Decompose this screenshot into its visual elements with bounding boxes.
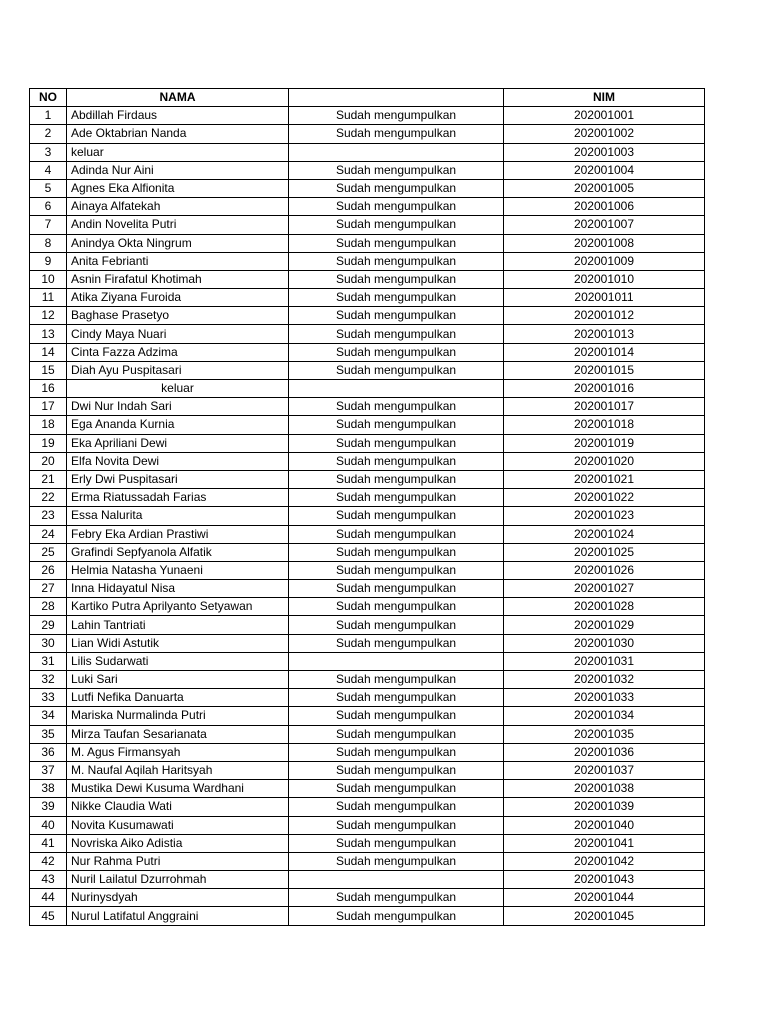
table-row bbox=[30, 289, 705, 307]
cell-no: 12 bbox=[30, 307, 67, 325]
cell-nama: Agnes Eka Alfionita bbox=[67, 179, 289, 197]
cell-nim: 202001018 bbox=[504, 416, 705, 434]
cell-no: 5 bbox=[30, 179, 67, 197]
cell-no: 3 bbox=[30, 143, 67, 161]
cell-nim: 202001040 bbox=[504, 816, 705, 834]
cell-no: 23 bbox=[30, 507, 67, 525]
cell-status: Sudah mengumpulkan bbox=[289, 361, 504, 379]
cell-nama: Kartiko Putra Aprilyanto Setyawan bbox=[67, 598, 289, 616]
cell-nim: 202001002 bbox=[504, 125, 705, 143]
cell-no: 2 bbox=[30, 125, 67, 143]
cell-nama: Mustika Dewi Kusuma Wardhani bbox=[67, 780, 289, 798]
cell-no: 15 bbox=[30, 361, 67, 379]
cell-nim: 202001044 bbox=[504, 889, 705, 907]
table-row bbox=[30, 616, 705, 634]
cell-no: 19 bbox=[30, 434, 67, 452]
cell-nama: Novriska Aiko Adistia bbox=[67, 834, 289, 852]
cell-status: Sudah mengumpulkan bbox=[289, 307, 504, 325]
cell-nim: 202001031 bbox=[504, 652, 705, 670]
table-row bbox=[30, 507, 705, 525]
table-row bbox=[30, 252, 705, 270]
cell-status: Sudah mengumpulkan bbox=[289, 743, 504, 761]
cell-nim: 202001032 bbox=[504, 671, 705, 689]
table-row bbox=[30, 743, 705, 761]
cell-status: Sudah mengumpulkan bbox=[289, 216, 504, 234]
cell-nim: 202001026 bbox=[504, 561, 705, 579]
cell-no: 40 bbox=[30, 816, 67, 834]
cell-no: 26 bbox=[30, 561, 67, 579]
table-row bbox=[30, 871, 705, 889]
table-row bbox=[30, 234, 705, 252]
cell-no: 17 bbox=[30, 398, 67, 416]
cell-status: Sudah mengumpulkan bbox=[289, 470, 504, 488]
cell-nim: 202001008 bbox=[504, 234, 705, 252]
cell-status: Sudah mengumpulkan bbox=[289, 198, 504, 216]
cell-nim: 202001009 bbox=[504, 252, 705, 270]
cell-no: 38 bbox=[30, 780, 67, 798]
cell-nama: Adinda Nur Aini bbox=[67, 161, 289, 179]
cell-status: Sudah mengumpulkan bbox=[289, 561, 504, 579]
table-row bbox=[30, 852, 705, 870]
cell-no: 34 bbox=[30, 707, 67, 725]
cell-no: 11 bbox=[30, 289, 67, 307]
cell-nama: Luki Sari bbox=[67, 671, 289, 689]
cell-no: 21 bbox=[30, 470, 67, 488]
cell-no: 18 bbox=[30, 416, 67, 434]
cell-nama: Ega Ananda Kurnia bbox=[67, 416, 289, 434]
cell-nama: Nurul Latifatul Anggraini bbox=[67, 907, 289, 925]
cell-nim: 202001024 bbox=[504, 525, 705, 543]
cell-nim: 202001014 bbox=[504, 343, 705, 361]
cell-nim: 202001037 bbox=[504, 761, 705, 779]
cell-no: 29 bbox=[30, 616, 67, 634]
table-row bbox=[30, 416, 705, 434]
cell-status: Sudah mengumpulkan bbox=[289, 525, 504, 543]
cell-nama: Andin Novelita Putri bbox=[67, 216, 289, 234]
table-row bbox=[30, 725, 705, 743]
cell-status: Sudah mengumpulkan bbox=[289, 907, 504, 925]
cell-no: 32 bbox=[30, 671, 67, 689]
cell-nama: Asnin Firafatul Khotimah bbox=[67, 270, 289, 288]
cell-nama: M. Naufal Aqilah Haritsyah bbox=[67, 761, 289, 779]
cell-status: Sudah mengumpulkan bbox=[289, 270, 504, 288]
table-row bbox=[30, 907, 705, 925]
cell-no: 27 bbox=[30, 580, 67, 598]
header-nim: NIM bbox=[504, 89, 705, 107]
cell-nim: 202001017 bbox=[504, 398, 705, 416]
cell-no: 33 bbox=[30, 689, 67, 707]
cell-nim: 202001004 bbox=[504, 161, 705, 179]
table-row bbox=[30, 434, 705, 452]
table-row bbox=[30, 307, 705, 325]
cell-no: 30 bbox=[30, 634, 67, 652]
cell-status: Sudah mengumpulkan bbox=[289, 598, 504, 616]
cell-status: Sudah mengumpulkan bbox=[289, 671, 504, 689]
cell-nama: Cindy Maya Nuari bbox=[67, 325, 289, 343]
cell-no: 13 bbox=[30, 325, 67, 343]
cell-status: Sudah mengumpulkan bbox=[289, 434, 504, 452]
cell-nama: Eka Apriliani Dewi bbox=[67, 434, 289, 452]
table-row bbox=[30, 489, 705, 507]
cell-status: Sudah mengumpulkan bbox=[289, 416, 504, 434]
table-row bbox=[30, 543, 705, 561]
table-row bbox=[30, 125, 705, 143]
cell-nim: 202001001 bbox=[504, 107, 705, 125]
cell-nama: Nurinysdyah bbox=[67, 889, 289, 907]
cell-nim: 202001042 bbox=[504, 852, 705, 870]
cell-status: Sudah mengumpulkan bbox=[289, 398, 504, 416]
cell-status bbox=[289, 652, 504, 670]
cell-nim: 202001033 bbox=[504, 689, 705, 707]
cell-nama: keluar bbox=[67, 143, 289, 161]
cell-nama: Essa Nalurita bbox=[67, 507, 289, 525]
cell-nama: Lutfi Nefika Danuarta bbox=[67, 689, 289, 707]
table-row bbox=[30, 798, 705, 816]
cell-nim: 202001023 bbox=[504, 507, 705, 525]
cell-nama: Lahin Tantriati bbox=[67, 616, 289, 634]
cell-nama: Helmia Natasha Yunaeni bbox=[67, 561, 289, 579]
table-row bbox=[30, 780, 705, 798]
table-row bbox=[30, 398, 705, 416]
cell-nim: 202001005 bbox=[504, 179, 705, 197]
cell-no: 14 bbox=[30, 343, 67, 361]
table-row bbox=[30, 816, 705, 834]
cell-status: Sudah mengumpulkan bbox=[289, 616, 504, 634]
cell-nim: 202001034 bbox=[504, 707, 705, 725]
cell-nama: Nuril Lailatul Dzurrohmah bbox=[67, 871, 289, 889]
table-row bbox=[30, 325, 705, 343]
header-status bbox=[289, 89, 504, 107]
cell-nama: Anita Febrianti bbox=[67, 252, 289, 270]
cell-status: Sudah mengumpulkan bbox=[289, 325, 504, 343]
table-row bbox=[30, 107, 705, 125]
cell-status: Sudah mengumpulkan bbox=[289, 761, 504, 779]
cell-no: 7 bbox=[30, 216, 67, 234]
cell-no: 39 bbox=[30, 798, 67, 816]
cell-status: Sudah mengumpulkan bbox=[289, 634, 504, 652]
cell-status: Sudah mengumpulkan bbox=[289, 252, 504, 270]
table-row bbox=[30, 761, 705, 779]
cell-status: Sudah mengumpulkan bbox=[289, 725, 504, 743]
cell-status: Sudah mengumpulkan bbox=[289, 798, 504, 816]
cell-no: 10 bbox=[30, 270, 67, 288]
cell-nim: 202001027 bbox=[504, 580, 705, 598]
table-row bbox=[30, 834, 705, 852]
table-row bbox=[30, 452, 705, 470]
cell-nim: 202001025 bbox=[504, 543, 705, 561]
cell-nim: 202001022 bbox=[504, 489, 705, 507]
student-table bbox=[29, 88, 705, 926]
cell-no: 1 bbox=[30, 107, 67, 125]
cell-status: Sudah mengumpulkan bbox=[289, 489, 504, 507]
cell-status: Sudah mengumpulkan bbox=[289, 543, 504, 561]
cell-no: 31 bbox=[30, 652, 67, 670]
cell-nama: Ainaya Alfatekah bbox=[67, 198, 289, 216]
cell-status: Sudah mengumpulkan bbox=[289, 780, 504, 798]
cell-nama: Lian Widi Astutik bbox=[67, 634, 289, 652]
cell-nama: M. Agus Firmansyah bbox=[67, 743, 289, 761]
cell-status: Sudah mengumpulkan bbox=[289, 689, 504, 707]
cell-nama: keluar bbox=[67, 380, 289, 398]
cell-status: Sudah mengumpulkan bbox=[289, 834, 504, 852]
cell-status: Sudah mengumpulkan bbox=[289, 889, 504, 907]
cell-nama: Ade Oktabrian Nanda bbox=[67, 125, 289, 143]
cell-no: 42 bbox=[30, 852, 67, 870]
cell-no: 9 bbox=[30, 252, 67, 270]
table-row bbox=[30, 161, 705, 179]
table-row bbox=[30, 652, 705, 670]
cell-status bbox=[289, 380, 504, 398]
cell-nim: 202001016 bbox=[504, 380, 705, 398]
table-row bbox=[30, 361, 705, 379]
cell-status: Sudah mengumpulkan bbox=[289, 816, 504, 834]
table-row bbox=[30, 198, 705, 216]
cell-nama: Nikke Claudia Wati bbox=[67, 798, 289, 816]
cell-nama: Anindya Okta Ningrum bbox=[67, 234, 289, 252]
cell-nim: 202001010 bbox=[504, 270, 705, 288]
table-row bbox=[30, 143, 705, 161]
cell-status: Sudah mengumpulkan bbox=[289, 507, 504, 525]
cell-nim: 202001028 bbox=[504, 598, 705, 616]
cell-nama: Elfa Novita Dewi bbox=[67, 452, 289, 470]
cell-status: Sudah mengumpulkan bbox=[289, 452, 504, 470]
cell-nama: Erma Riatussadah Farias bbox=[67, 489, 289, 507]
cell-no: 35 bbox=[30, 725, 67, 743]
cell-nama: Baghase Prasetyo bbox=[67, 307, 289, 325]
table-row bbox=[30, 561, 705, 579]
cell-no: 45 bbox=[30, 907, 67, 925]
cell-nim: 202001020 bbox=[504, 452, 705, 470]
cell-status: Sudah mengumpulkan bbox=[289, 125, 504, 143]
cell-no: 37 bbox=[30, 761, 67, 779]
table-row bbox=[30, 598, 705, 616]
cell-nama: Atika Ziyana Furoida bbox=[67, 289, 289, 307]
cell-no: 44 bbox=[30, 889, 67, 907]
cell-nim: 202001019 bbox=[504, 434, 705, 452]
table-row bbox=[30, 671, 705, 689]
table-row bbox=[30, 216, 705, 234]
cell-status: Sudah mengumpulkan bbox=[289, 707, 504, 725]
header-nama: NAMA bbox=[67, 89, 289, 107]
cell-nim: 202001007 bbox=[504, 216, 705, 234]
cell-nama: Abdillah Firdaus bbox=[67, 107, 289, 125]
cell-no: 16 bbox=[30, 380, 67, 398]
cell-no: 25 bbox=[30, 543, 67, 561]
table-row bbox=[30, 343, 705, 361]
header-no: NO bbox=[30, 89, 67, 107]
cell-nama: Febry Eka Ardian Prastiwi bbox=[67, 525, 289, 543]
table-row bbox=[30, 689, 705, 707]
table-row bbox=[30, 270, 705, 288]
cell-nama: Grafindi Sepfyanola Alfatik bbox=[67, 543, 289, 561]
cell-nim: 202001035 bbox=[504, 725, 705, 743]
cell-nim: 202001021 bbox=[504, 470, 705, 488]
cell-status: Sudah mengumpulkan bbox=[289, 852, 504, 870]
cell-status: Sudah mengumpulkan bbox=[289, 179, 504, 197]
cell-status: Sudah mengumpulkan bbox=[289, 107, 504, 125]
cell-nama: Inna Hidayatul Nisa bbox=[67, 580, 289, 598]
cell-nim: 202001013 bbox=[504, 325, 705, 343]
cell-nama: Dwi Nur Indah Sari bbox=[67, 398, 289, 416]
cell-no: 8 bbox=[30, 234, 67, 252]
cell-nim: 202001036 bbox=[504, 743, 705, 761]
cell-nama: Mariska Nurmalinda Putri bbox=[67, 707, 289, 725]
cell-no: 6 bbox=[30, 198, 67, 216]
cell-status: Sudah mengumpulkan bbox=[289, 580, 504, 598]
cell-nim: 202001011 bbox=[504, 289, 705, 307]
cell-status bbox=[289, 871, 504, 889]
cell-no: 22 bbox=[30, 489, 67, 507]
cell-nim: 202001039 bbox=[504, 798, 705, 816]
table-row bbox=[30, 707, 705, 725]
header-row bbox=[30, 89, 705, 107]
cell-nama: Erly Dwi Puspitasari bbox=[67, 470, 289, 488]
cell-nama: Diah Ayu Puspitasari bbox=[67, 361, 289, 379]
cell-status: Sudah mengumpulkan bbox=[289, 343, 504, 361]
cell-nim: 202001029 bbox=[504, 616, 705, 634]
table-row bbox=[30, 525, 705, 543]
cell-nama: Lilis Sudarwati bbox=[67, 652, 289, 670]
table-row bbox=[30, 580, 705, 598]
cell-nim: 202001015 bbox=[504, 361, 705, 379]
cell-nim: 202001006 bbox=[504, 198, 705, 216]
cell-nama: Nur Rahma Putri bbox=[67, 852, 289, 870]
table-row bbox=[30, 470, 705, 488]
cell-nim: 202001030 bbox=[504, 634, 705, 652]
table-body bbox=[30, 107, 705, 925]
cell-status: Sudah mengumpulkan bbox=[289, 234, 504, 252]
cell-status: Sudah mengumpulkan bbox=[289, 289, 504, 307]
cell-nim: 202001043 bbox=[504, 871, 705, 889]
table-row bbox=[30, 889, 705, 907]
cell-nim: 202001012 bbox=[504, 307, 705, 325]
cell-no: 36 bbox=[30, 743, 67, 761]
cell-nim: 202001041 bbox=[504, 834, 705, 852]
table-row bbox=[30, 634, 705, 652]
cell-status: Sudah mengumpulkan bbox=[289, 161, 504, 179]
cell-no: 43 bbox=[30, 871, 67, 889]
cell-no: 41 bbox=[30, 834, 67, 852]
cell-nama: Cinta Fazza Adzima bbox=[67, 343, 289, 361]
cell-nama: Novita Kusumawati bbox=[67, 816, 289, 834]
cell-no: 24 bbox=[30, 525, 67, 543]
cell-nim: 202001038 bbox=[504, 780, 705, 798]
cell-no: 4 bbox=[30, 161, 67, 179]
table-row bbox=[30, 179, 705, 197]
cell-no: 20 bbox=[30, 452, 67, 470]
cell-status bbox=[289, 143, 504, 161]
cell-nim: 202001045 bbox=[504, 907, 705, 925]
cell-nama: Mirza Taufan Sesarianata bbox=[67, 725, 289, 743]
cell-no: 28 bbox=[30, 598, 67, 616]
cell-nim: 202001003 bbox=[504, 143, 705, 161]
table-row bbox=[30, 380, 705, 398]
